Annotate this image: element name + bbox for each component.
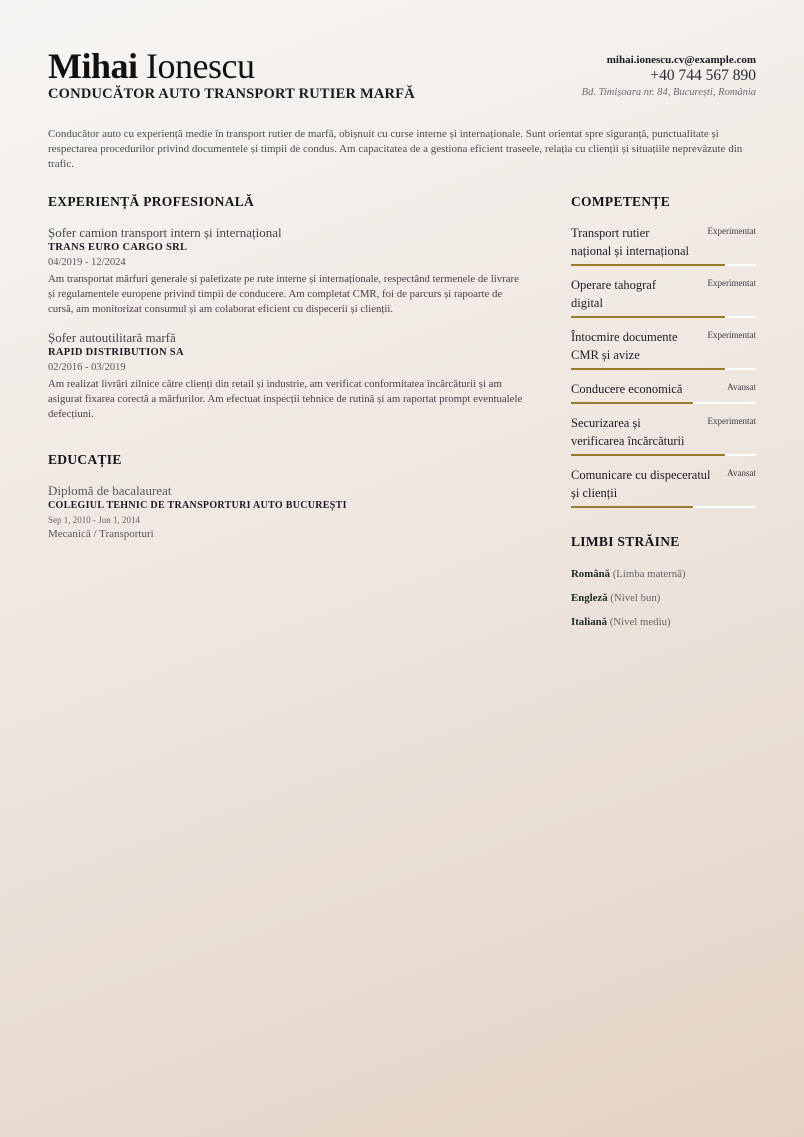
side-column	[571, 194, 756, 634]
languages-section	[571, 534, 756, 634]
skills-section	[571, 194, 756, 508]
language-level: (Nivel bun)	[610, 592, 661, 604]
job-description: Am realizat livrări zilnice către clienți din retail și industrie, am verificat conformitatea încărcăturii și am asigurat fixarea corectă a mărfurilor. Am efectuat inspecții tehnice de rutină și am raportat prompt eventualele defecțiuni.	[48, 378, 523, 420]
skill-bar	[571, 316, 756, 318]
skill-bar-fill	[571, 316, 725, 318]
skill-level: Experimentat	[707, 330, 756, 340]
skill-item	[571, 328, 756, 370]
skill-name: Comunicare cu dispeceratul și clienții	[571, 468, 711, 500]
job-entry	[48, 224, 528, 317]
edu-degree: Diplomă de bacalaureat	[48, 483, 172, 498]
job-role: Șofer camion transport intern și internațional	[48, 225, 282, 240]
education-entry	[48, 482, 528, 541]
skill-bar	[571, 368, 756, 370]
job-entry	[48, 329, 528, 422]
skill-bar	[571, 402, 756, 404]
language-level: (Nivel mediu)	[609, 616, 671, 628]
skills-list	[571, 224, 756, 508]
edu-field: Mecanică / Transporturi	[48, 528, 154, 540]
language-item	[571, 586, 756, 610]
skill-level: Experimentat	[707, 226, 756, 236]
job-description: Am transportat mărfuri generale și paletizate pe rute interne și internaționale, respectând termenele de livrare și regulamentele europene privind timpii de conducere. Am completat CMR, foi de parcurs și rapoarte de cursă, am monitorizat consumul și am colaborat eficient cu dispecerii și clienții.	[48, 273, 519, 315]
skill-item	[571, 224, 756, 266]
skill-bar	[571, 506, 756, 508]
experience-section	[48, 194, 528, 422]
job-dates: 04/2019 - 12/2024	[48, 257, 126, 268]
skill-name: Întocmire documente CMR și avize	[571, 330, 678, 362]
language-level: (Limba maternă)	[612, 568, 686, 580]
skill-name: Securizarea și verificarea încărcăturii	[571, 416, 685, 448]
phone-number: +40 744 567 890	[650, 67, 756, 84]
skill-item	[571, 276, 756, 318]
email-link[interactable]: mihai.ionescu.cv@example.com	[606, 54, 756, 66]
skill-name: Operare tahograf digital	[571, 278, 657, 310]
job-company: TRANS EURO CARGO SRL	[48, 242, 188, 253]
languages-heading: LIMBI STRĂINE	[571, 534, 680, 549]
content-columns	[48, 194, 756, 634]
skill-level: Experimentat	[707, 278, 756, 288]
skill-level: Avansat	[727, 382, 756, 392]
edu-school: COLEGIUL TEHNIC DE TRANSPORTURI AUTO BUCUREȘTI	[48, 500, 347, 511]
last-name: Ionescu	[146, 46, 255, 86]
first-name: Mihai	[48, 46, 138, 86]
skill-name: Transport rutier național și internațional	[571, 226, 690, 258]
skill-level: Avansat	[727, 468, 756, 478]
language-name: Italiană	[571, 616, 607, 628]
language-name: Engleză	[571, 592, 608, 604]
skill-bar-fill	[571, 454, 725, 456]
skill-item	[571, 466, 756, 508]
skill-bar-fill	[571, 368, 725, 370]
skill-bar-fill	[571, 402, 693, 404]
address: Bd. Timișoara nr. 84, București, România	[581, 87, 756, 98]
job-dates: 02/2016 - 03/2019	[48, 362, 126, 373]
skills-heading: COMPETENȚE	[571, 194, 671, 209]
main-column	[48, 194, 528, 634]
identity-block	[48, 46, 415, 103]
language-item	[571, 562, 756, 586]
language-item	[571, 610, 756, 634]
skill-bar-fill	[571, 506, 693, 508]
skill-item	[571, 414, 756, 456]
skill-bar-fill	[571, 264, 725, 266]
skill-level: Experimentat	[707, 416, 756, 426]
contact-block	[582, 46, 756, 98]
skill-item	[571, 380, 756, 404]
full-name	[48, 46, 415, 86]
job-role: Șofer autoutilitară marfă	[48, 330, 176, 345]
skill-bar	[571, 454, 756, 456]
edu-dates: Sep 1, 2010 - Jun 1, 2014	[48, 515, 140, 525]
job-title: CONDUCĂTOR AUTO TRANSPORT RUTIER MARFĂ	[48, 86, 415, 102]
resume-header	[48, 46, 756, 103]
profile-summary: Conducător auto cu experiență medie în transport rutier de marfă, obișnuit cu curse interne și internaționale. Sunt orientat spre siguranță, punctualitate și respectarea procedurilor privind documentele și timpii de condus. Am capacitatea de a gestiona eficient traseele, relația cu clienții și situațiile neprevăzute din trafic.	[48, 128, 743, 170]
skill-bar	[571, 264, 756, 266]
language-name: Română	[571, 568, 610, 580]
skill-name: Conducere economică	[571, 382, 683, 396]
languages-list	[571, 562, 756, 634]
resume-page	[48, 46, 756, 634]
job-company: RAPID DISTRIBUTION SA	[48, 347, 184, 358]
education-section	[48, 452, 528, 541]
education-heading: EDUCAȚIE	[48, 452, 122, 467]
experience-heading: EXPERIENȚĂ PROFESIONALĂ	[48, 194, 255, 209]
